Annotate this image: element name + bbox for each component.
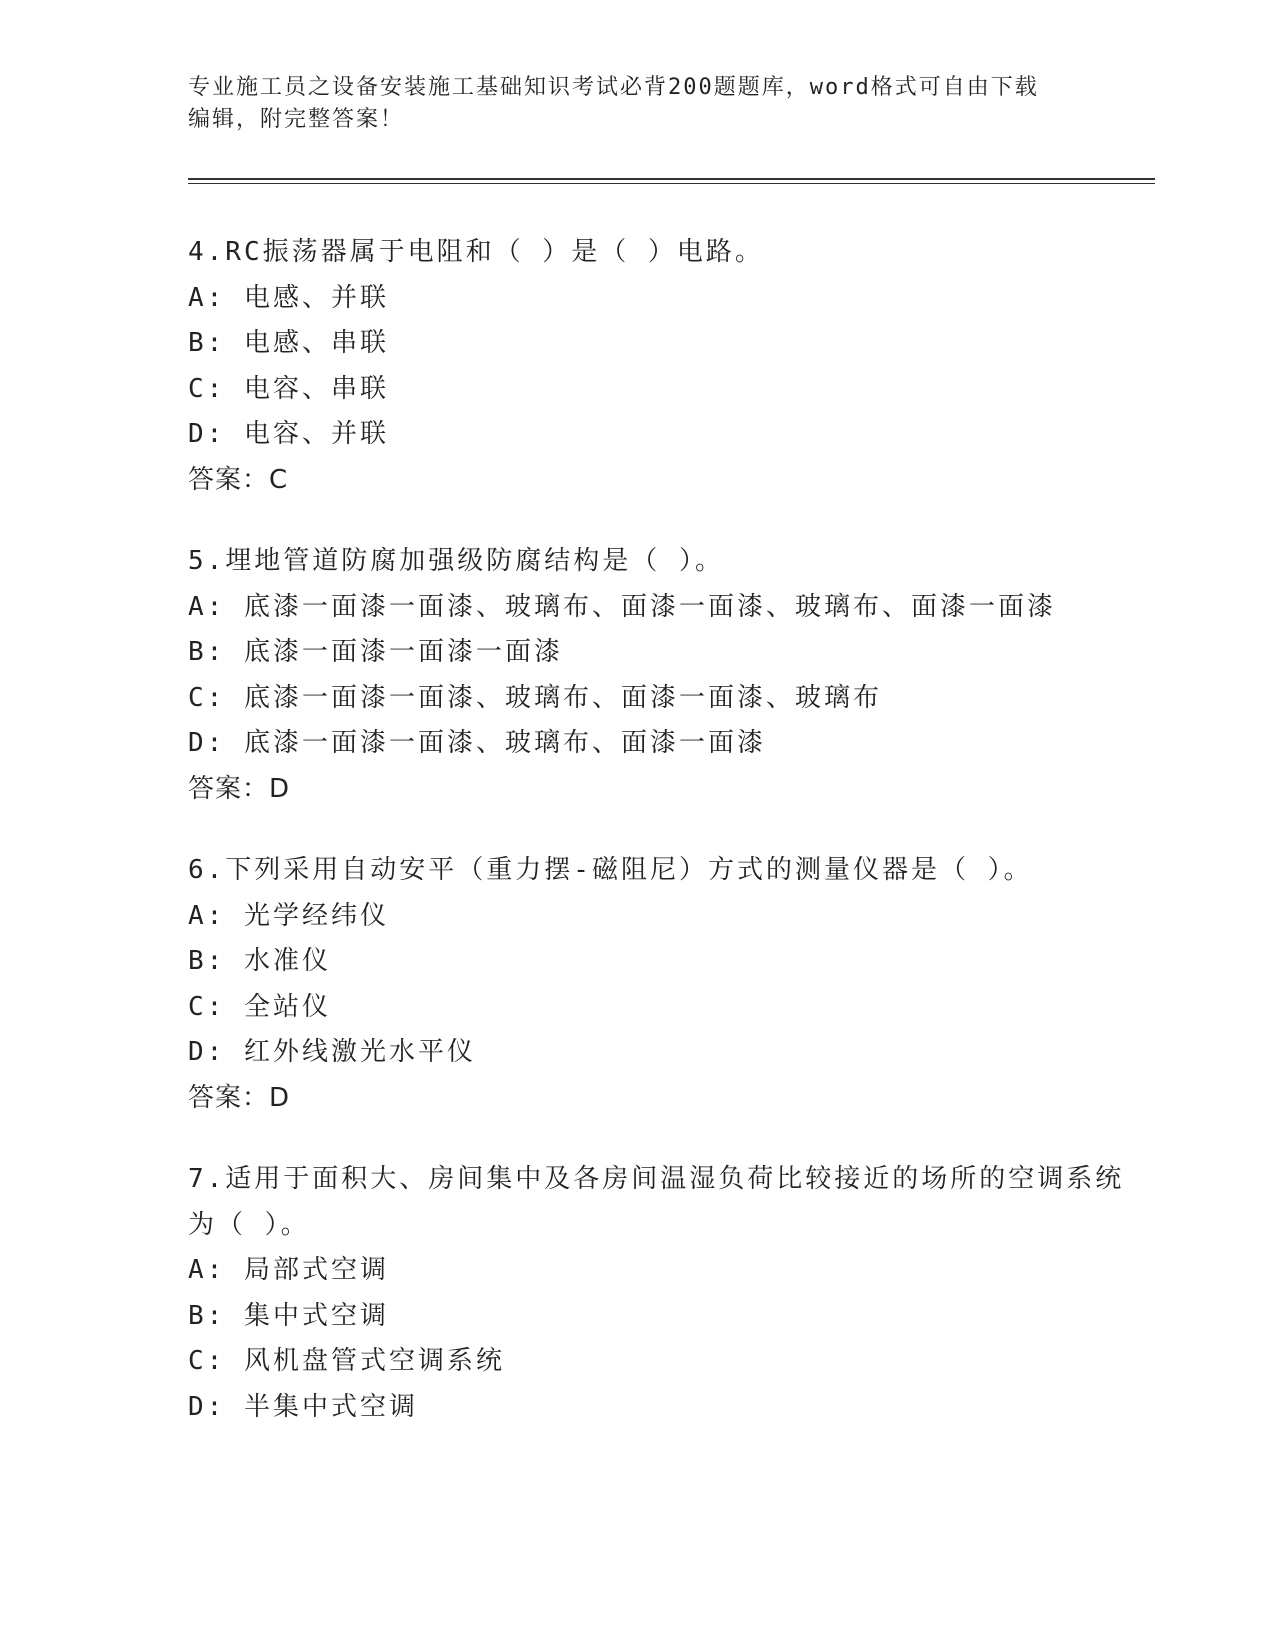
answer-text: 答案：D (188, 1082, 291, 1113)
option-a: A: 光学经纬仪 (188, 900, 389, 931)
option-b: B: 电感、串联 (188, 328, 389, 358)
question-4 (188, 230, 1148, 503)
question-list (188, 230, 1148, 1466)
question-7 (188, 1157, 1148, 1430)
option-b: B: 水准仪 (188, 946, 331, 976)
answer-text: 答案：C (188, 464, 289, 495)
question-stem: 4.RC振荡器属于电阻和（ ）是（ ）电路。 (188, 237, 764, 267)
option-d: D: 底漆一面漆一面漆、玻璃布、面漆一面漆 (188, 728, 766, 758)
question-5 (188, 539, 1148, 812)
option-c: C: 全站仪 (188, 991, 331, 1022)
option-c: C: 电容、串联 (188, 373, 389, 404)
option-c: C: 底漆一面漆一面漆、玻璃布、面漆一面漆、玻璃布 (188, 682, 882, 713)
option-d: D: 半集中式空调 (188, 1391, 418, 1422)
question-stem: 5.埋地管道防腐加强级防腐结构是（ ）。 (188, 546, 724, 576)
header-title-line-1: 专业施工员之设备安装施工基础知识考试必背200题题库，word格式可自由下载 (188, 75, 1039, 100)
option-a: A: 电感、并联 (188, 282, 389, 313)
question-stem: 6.下列采用自动安平（重力摆-磁阻尼）方式的测量仪器是（ ）。 (188, 855, 1033, 885)
option-d: D: 红外线激光水平仪 (188, 1037, 476, 1067)
option-b: B: 底漆一面漆一面漆一面漆 (188, 637, 563, 667)
question-6 (188, 848, 1148, 1121)
header-divider (188, 178, 1155, 184)
answer-text: 答案：D (188, 773, 291, 804)
header-title-line-2: 编辑，附完整答案！ (188, 107, 405, 132)
option-b: B: 集中式空调 (188, 1300, 389, 1331)
option-a: A: 局部式空调 (188, 1255, 389, 1285)
option-d: D: 电容、并联 (188, 419, 389, 449)
question-stem: 7.适用于面积大、房间集中及各房间温湿负荷比较接近的场所的空调系统为（ ）。 (188, 1164, 1125, 1240)
option-a: A: 底漆一面漆一面漆、玻璃布、面漆一面漆、玻璃布、面漆一面漆 (188, 591, 1056, 622)
document-header (188, 72, 1088, 136)
option-c: C: 风机盘管式空调系统 (188, 1346, 505, 1376)
